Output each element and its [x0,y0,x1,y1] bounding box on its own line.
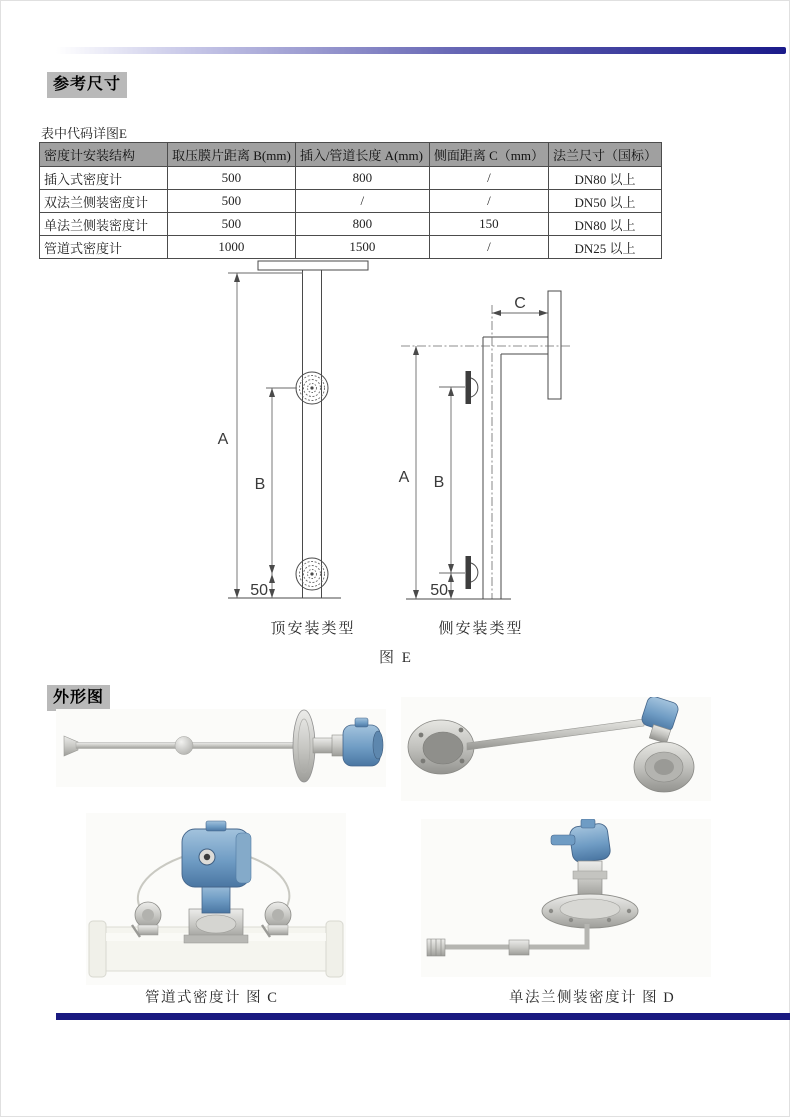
table-caption: 表中代码详图E [41,126,127,141]
right-flange-disc [634,742,694,792]
photo-c-caption: 管道式密度计 图 C [145,990,279,1006]
side-mount-drawing [399,291,571,637]
top-gradient-rule [56,47,786,54]
manifold [184,909,248,943]
cell-structure: 双法兰侧装密度计 [40,190,168,213]
photo-double-flange-density-meter [401,697,711,801]
cell-a: 800 [295,167,429,190]
top-mount-caption: 顶安装类型 [270,621,356,637]
cell-c: / [429,190,548,213]
upper-sensor [439,371,478,404]
col-header-length-a: 插入/管道长度 A(mm) [295,143,429,167]
table-header-row [40,143,662,167]
cell-flange: DN25 以上 [548,236,661,259]
left-flange-disc [408,720,474,774]
cell-b: 500 [168,190,296,213]
cell-flange: DN50 以上 [548,190,661,213]
cell-structure: 管道式密度计 [40,236,168,259]
cell-flange: DN80 以上 [548,213,661,236]
photo-pipeline-density-meter [86,813,346,985]
dim-label-a-top: A [217,431,229,448]
cell-structure: 单法兰侧装密度计 [40,213,168,236]
tube-union [509,940,529,955]
bottom-rule [56,1013,790,1020]
figure-e-label: 图 E [379,650,413,666]
process-fitting [573,861,607,897]
section-title-outline-drawings: 外形图 [47,685,110,711]
photo-d-caption: 单法兰侧装密度计 图 D [509,990,676,1006]
side-mount-caption: 侧安装类型 [438,621,524,637]
side-flange [548,291,561,399]
cell-a: 800 [295,213,429,236]
table-row [40,213,662,236]
float-ball [175,737,193,755]
cell-flange: DN80 以上 [548,167,661,190]
dim-label-a-side: A [398,469,410,486]
cell-b: 500 [168,167,296,190]
photo-insertion-density-meter [56,709,386,787]
cell-b: 500 [168,213,296,236]
lower-diaphragm [296,558,328,590]
cell-a: 1500 [295,236,429,259]
dim-label-b-side: B [433,474,445,491]
col-header-flange: 法兰尺寸（国标） [548,143,661,167]
top-mount-drawing [218,261,368,637]
cell-c: 150 [429,213,548,236]
section-title-reference-dimensions: 参考尺寸 [47,72,127,98]
table-row [40,190,662,213]
installation-diagram-figure-e [151,251,631,671]
cell-structure: 插入式密度计 [40,167,168,190]
col-header-side-c: 侧面距离 C（mm） [429,143,548,167]
cell-c: / [429,167,548,190]
cell-b: 1000 [168,236,296,259]
dim-label-50-top: 50 [250,582,268,599]
col-header-structure: 密度计安装结构 [40,143,168,167]
mounting-flange [542,894,638,928]
dim-label-c: C [514,295,526,312]
dimensions-table [39,142,662,259]
col-header-distance-b: 取压膜片距离 B(mm) [168,143,296,167]
dim-label-50-side: 50 [430,582,448,599]
dim-label-b-top: B [254,476,266,493]
mounting-flange [293,710,315,782]
cell-c: / [429,236,548,259]
top-flange [258,261,368,270]
photo-single-flange-density-meter [421,819,711,977]
table-row [40,167,662,190]
cell-a: / [295,190,429,213]
upper-diaphragm [296,372,328,404]
